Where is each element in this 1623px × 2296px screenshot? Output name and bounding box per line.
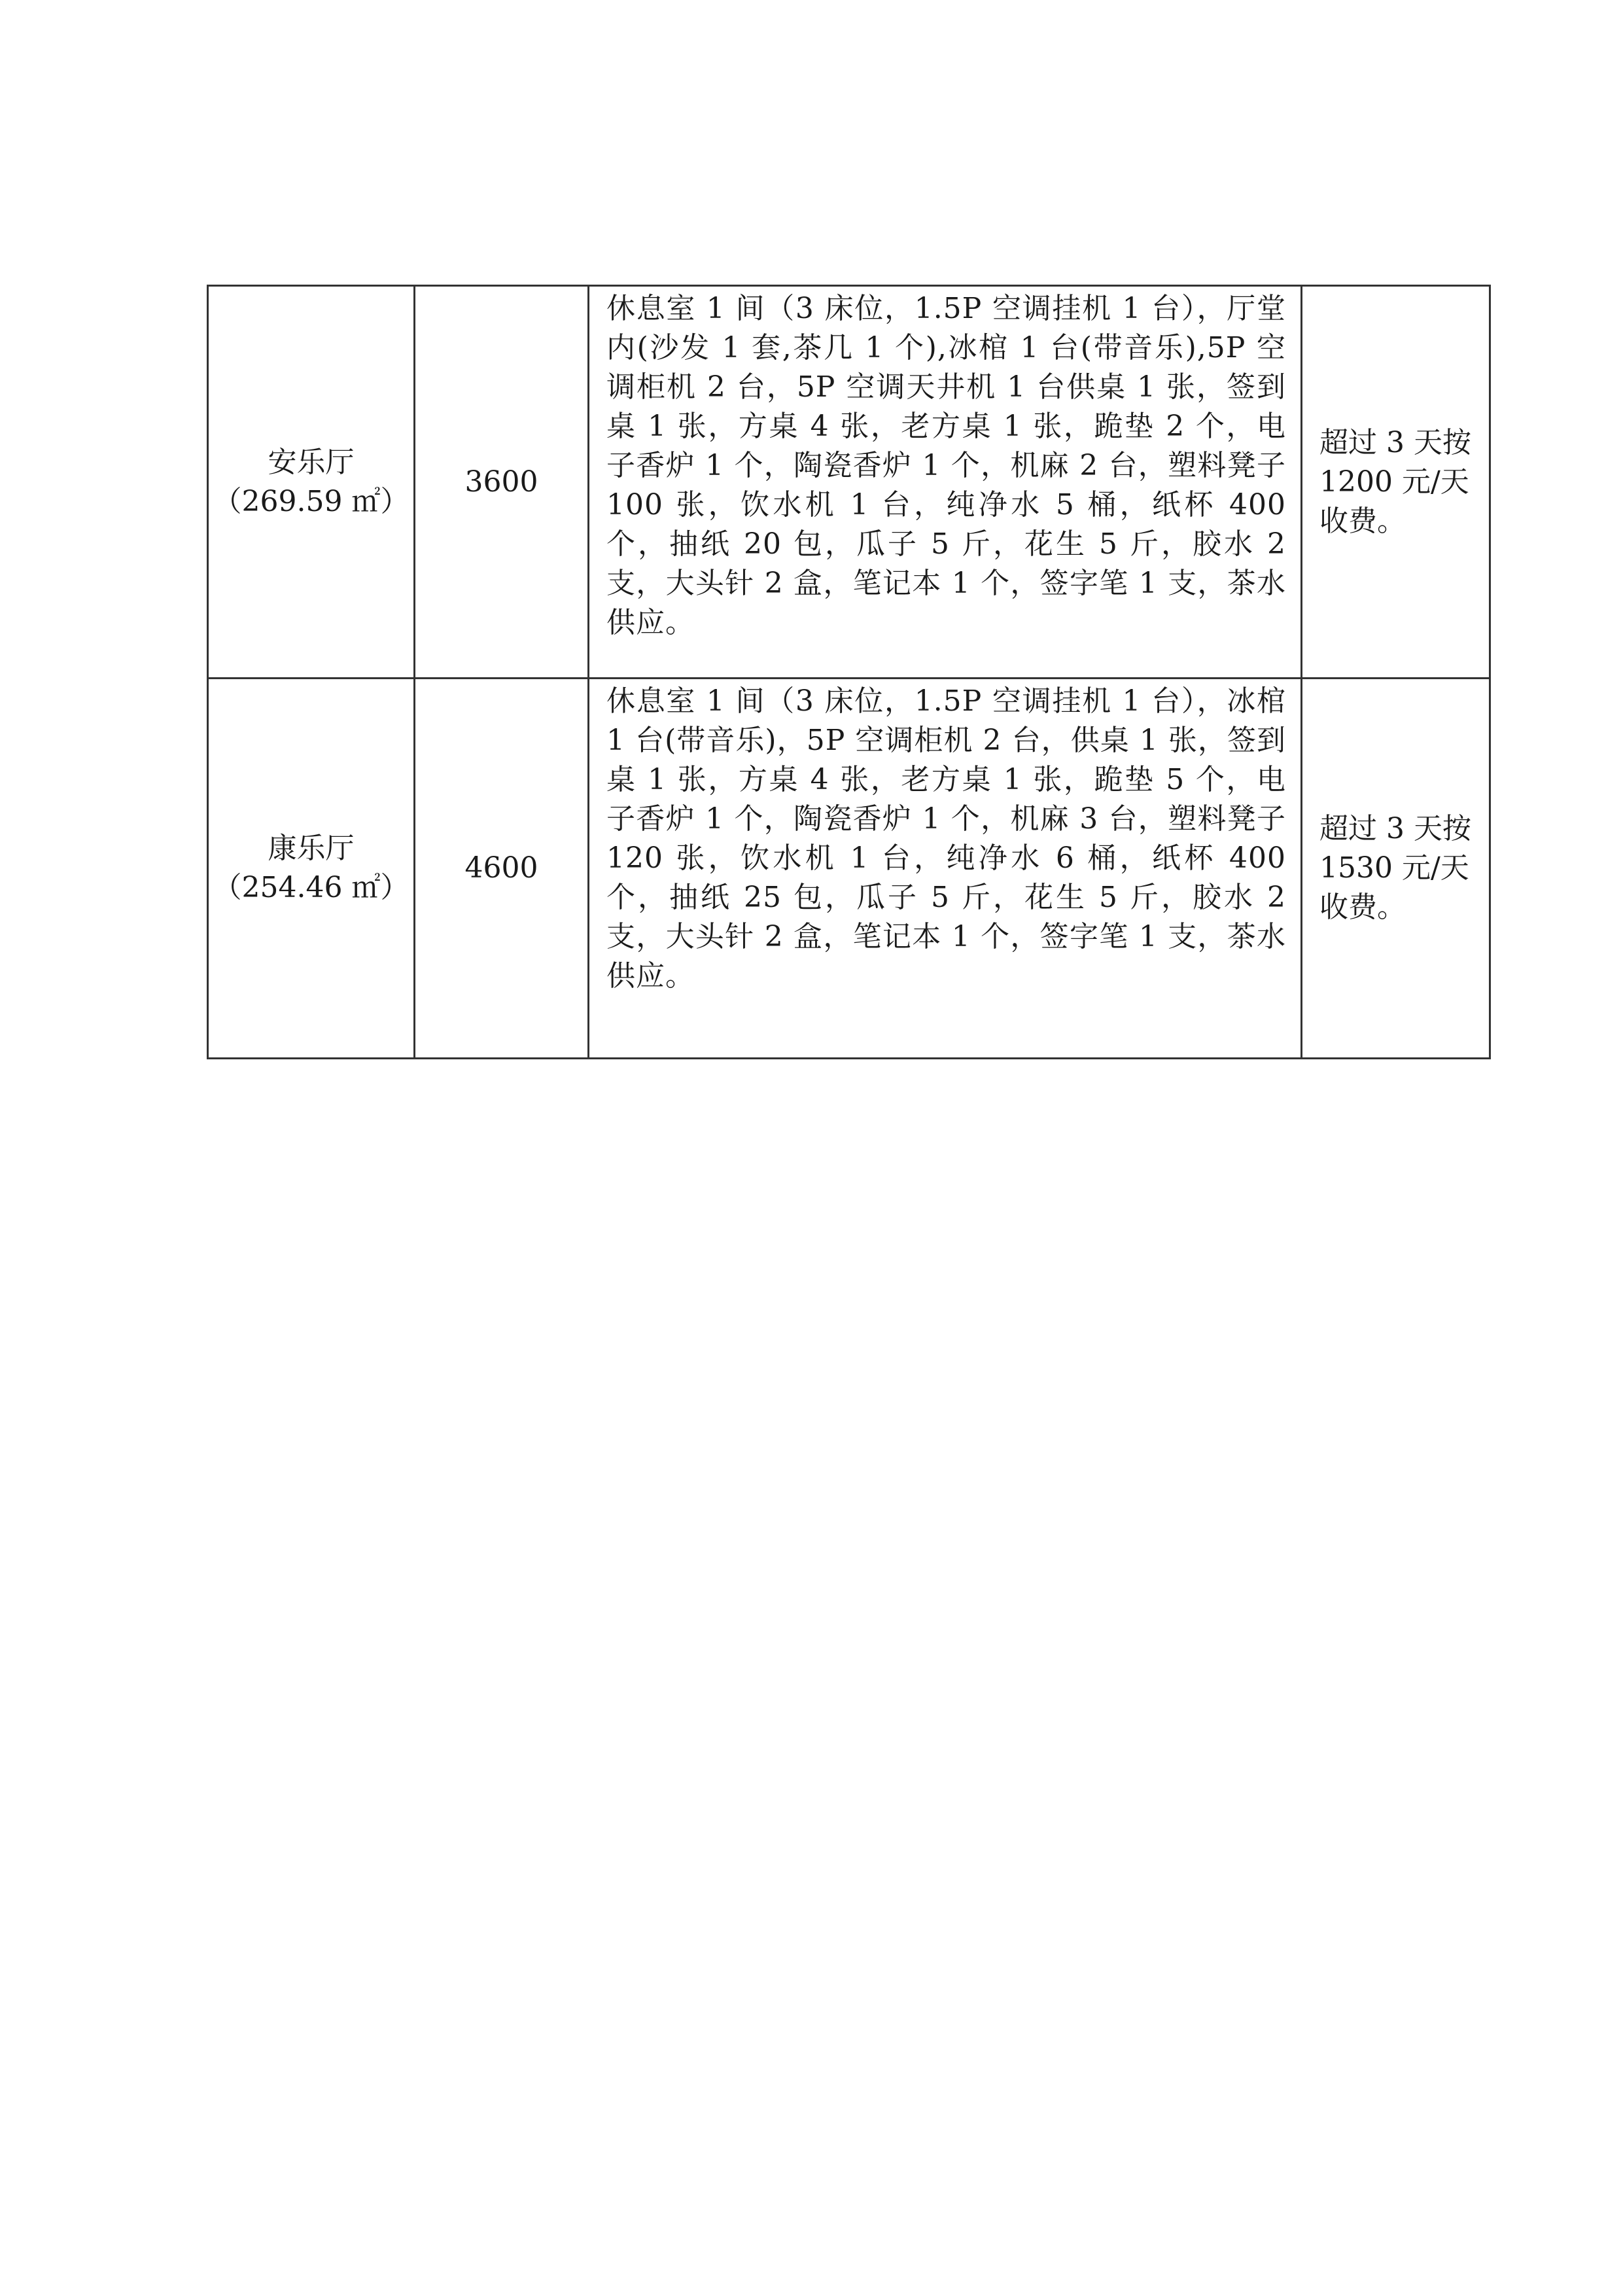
hall-area: （269.59 ㎡） [213, 484, 410, 518]
hall-name-cell [208, 286, 415, 679]
hall-facilities-cell [589, 286, 1302, 679]
hall-facilities-cell [589, 679, 1302, 1059]
hall-area: （254.46 ㎡） [213, 871, 410, 904]
hall-pricing-table [207, 285, 1491, 1059]
hall-name: 安乐厅 [268, 445, 355, 479]
hall-facilities: 休息室 1 间（3 床位，1.5P 空调挂机 1 台），冰棺 1 台(带音乐)，5P 空调柜机 2 台，供桌 1 张，签到桌 1 张，方桌 4 张，老方桌 1 张，跪垫 5 个，电子香炉 1 个，陶瓷香炉 1 个，机麻 3 台，塑料凳子 120 张，饮水机 1 台，纯净水 6 桶，纸杯 400 个，抽纸 25 包，瓜子 5 斤，花生 5 斤，胶水 2 支，大头针 2 盒，笔记本 1 个，签字笔 1 支，茶水供应。 [606, 684, 1286, 993]
table-row [208, 286, 1490, 679]
hall-facilities: 休息室 1 间（3 床位，1.5P 空调挂机 1 台），厅堂内(沙发 1 套,茶几 1 个),冰棺 1 台(带音乐),5P 空调柜机 2 台，5P 空调天井机 1 台供桌 1 张，签到桌 1 张，方桌 4 张，老方桌 1 张，跪垫 2 个，电子香炉 1 个，陶瓷香炉 1 个，机麻 2 台，塑料凳子 100 张，饮水机 1 台，纯净水 5 桶，纸杯 400 个，抽纸 20 包，瓜子 5 斤，花生 5 斤，胶水 2 支，大头针 2 盒，笔记本 1 个，签字笔 1 支，茶水供应。 [606, 292, 1286, 639]
table-row [208, 679, 1490, 1059]
hall-price: 3600 [415, 286, 589, 679]
hall-price: 4600 [415, 679, 589, 1059]
hall-name: 康乐厅 [268, 832, 355, 865]
hall-name-cell [208, 679, 415, 1059]
hall-note-cell [1302, 679, 1490, 1059]
hall-overtime-note: 超过 3 天按 1200 元/天收费。 [1319, 425, 1471, 538]
hall-note-cell [1302, 286, 1490, 679]
hall-overtime-note: 超过 3 天按 1530 元/天收费。 [1319, 812, 1471, 924]
